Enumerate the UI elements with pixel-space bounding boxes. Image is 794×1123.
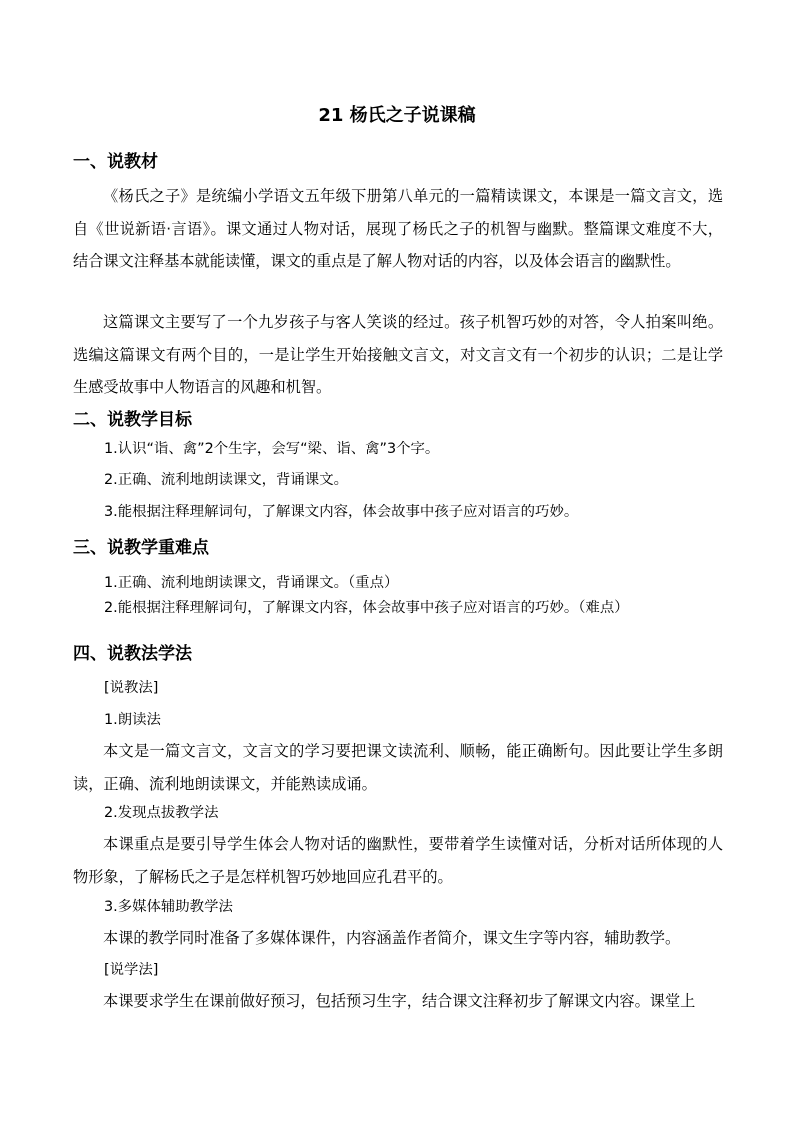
section-heading-textbook: 一、说教材 [73,152,158,172]
paragraph: 本文是一篇文言文，文言文的学习要把课文读流利、顺畅，能正确断句。因此要让学生多朗读，正确、流利地朗读课文，并能熟读成诵。 [73,742,723,793]
section-heading-methods: 四、说教法学法 [73,644,192,664]
list-item: 2.能根据注释理解词句，了解课文内容，体会故事中孩子应对语言的巧妙。（难点） [104,600,629,616]
section-heading-key-points: 三、说教学重难点 [73,538,209,558]
list-item: 2.正确、流利地朗读课文，背诵课文。 [104,472,348,488]
list-item: 1.正确、流利地朗读课文，背诵课文。（重点） [104,575,399,591]
list-item: 1.认识“诣、禽”2个生字，会写“梁、诣、禽”3个字。 [104,441,440,457]
section-heading-goals: 二、说教学目标 [73,410,192,430]
list-item: 3.能根据注释理解词句，了解课文内容，体会故事中孩子应对语言的巧妙。 [104,504,579,520]
paragraph: 本课要求学生在课前做好预习，包括预习生字，结合课文注释初步了解课文内容。课堂上 [103,992,696,1010]
method-title: 1.朗读法 [104,712,161,728]
paragraph: 本课重点是要引导学生体会人物对话的幽默性，要带着学生读懂对话，分析对话所体现的人物形象，了解杨氏之子是怎样机智巧妙地回应孔君平的。 [73,835,723,886]
method-title: 3.多媒体辅助教学法 [104,899,233,915]
paragraph: 《杨氏之子》是统编小学语文五年级下册第八单元的一篇精读课文，本课是一篇文言文，选自《世说新语·言语》。课文通过人物对话，展现了杨氏之子的机智与幽默。整篇课文难度不大，结合课文注释基本就能读懂，课文的重点是了解人物对话的内容，以及体会语言的幽默性。 [73,187,723,271]
method-title: 2.发现点拔教学法 [104,805,219,821]
sub-heading-teaching-methods: [说教法] [104,680,159,696]
document-title: 21 杨氏之子说课稿 [318,105,476,126]
sub-heading-learning-methods: [说学法] [104,962,159,978]
paragraph: 这篇课文主要写了一个九岁孩子与客人笑谈的经过。孩子机智巧妙的对答，令人拍案叫绝。选编这篇课文有两个目的，一是让学生开始接触文言文，对文言文有一个初步的认识；二是让学生感受故事中人物语言的风趣和机智。 [73,313,723,397]
paragraph: 本课的教学同时准备了多媒体课件，内容涵盖作者简介，课文生字等内容，辅助教学。 [103,929,681,947]
